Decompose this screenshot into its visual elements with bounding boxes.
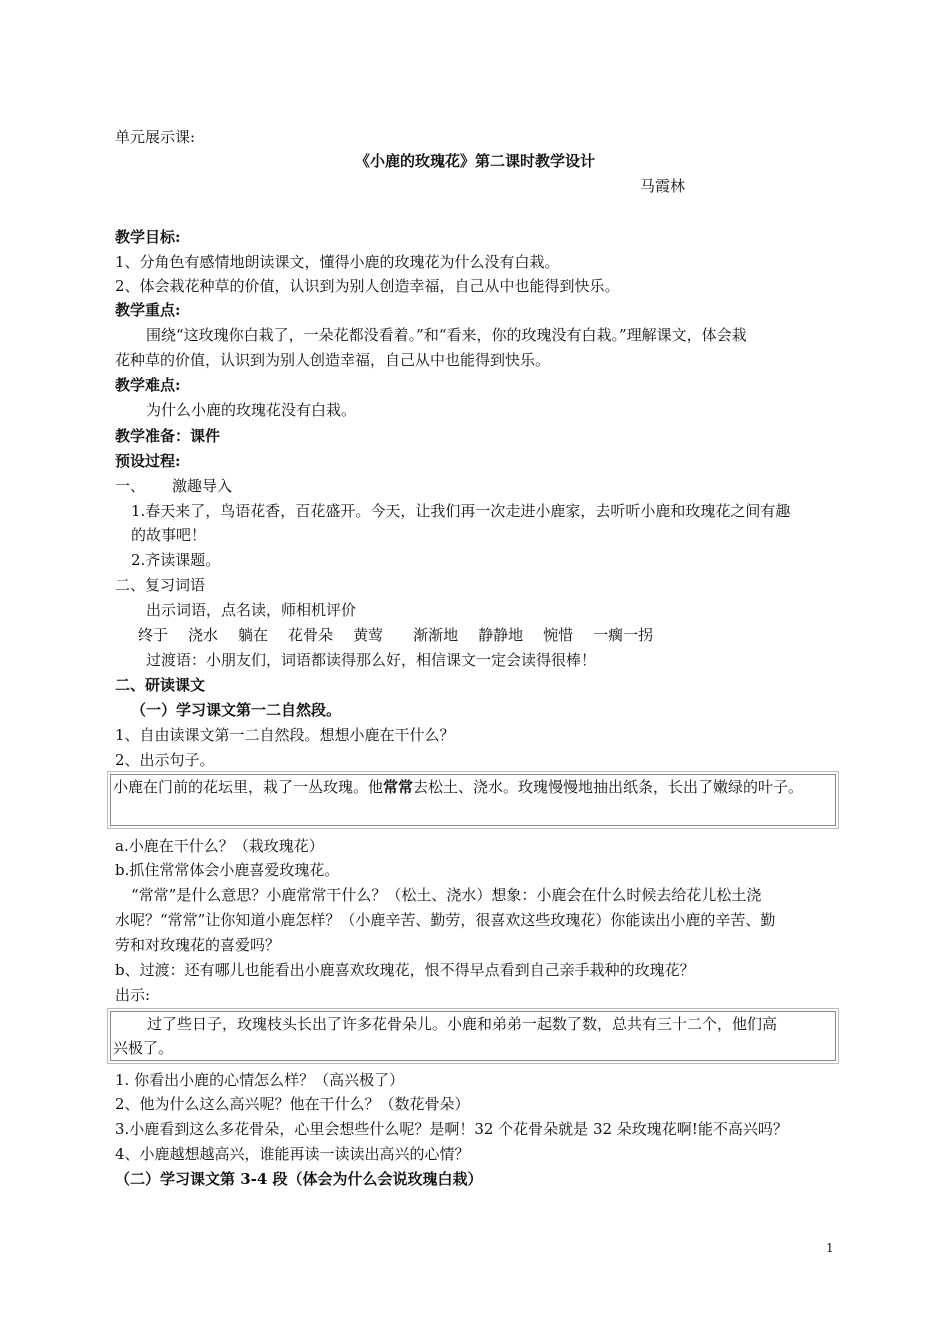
document-title: 《小鹿的玫瑰花》第二课时教学设计	[354, 152, 595, 170]
answer-item: b.抓住常常体会小鹿喜爱玫瑰花。	[115, 861, 340, 879]
quote-box	[110, 774, 836, 826]
section-2-intro: 出示词语，点名读，师相机评价	[146, 601, 357, 619]
difficulty-heading: 教学难点:	[115, 376, 181, 394]
quote-text: 去松土、浇水。玫瑰慢慢地抽出纸条，长出了嫩绿的叶子。	[413, 778, 804, 796]
goals-heading: 教学目标:	[115, 228, 181, 246]
vocabulary-word: 浇水	[188, 626, 219, 644]
vocabulary-word: 惋惜	[543, 626, 574, 644]
question-item: 2、他为什么这么高兴呢？他在干什么？（数花骨朵）	[115, 1095, 470, 1113]
unit-label: 单元展示课:	[115, 128, 196, 146]
transition-text: b、过渡：还有哪儿也能看出小鹿喜欢玫瑰花，恨不得早点看到自己亲手栽种的玫瑰花？	[115, 961, 695, 979]
quote-text: 兴极了。	[113, 1039, 174, 1057]
quote-text: 过了些日子，玫瑰枝头长出了许多花骨朵儿。小鹿和弟弟一起数了数，总共有三十二个，他们高	[147, 1015, 778, 1033]
key-points-text: 花种草的价值，认识到为别人创造幸福，自己从中也能得到快乐。	[115, 351, 551, 369]
goal-item: 2、体会栽花种草的价值，认识到为别人创造幸福，自己从中也能得到快乐。	[115, 277, 620, 295]
show-label: 出示:	[115, 986, 151, 1004]
vocabulary-word: 黄莺	[353, 626, 384, 644]
section-1-title: 激趣导入	[172, 477, 233, 495]
vocabulary-word: 静静地	[478, 626, 524, 644]
preparation-heading: 教学准备：课件	[115, 427, 221, 445]
question-item: 4、小鹿越想越高兴，谁能再读一读读出高兴的心情？	[115, 1145, 470, 1163]
page-number: 1	[826, 1241, 834, 1255]
question-item: 3.小鹿看到这么多花骨朵，心里会想些什么呢？是啊！32 个花骨朵就是 32 朵玫瑰花啊!能不高兴吗？	[115, 1120, 788, 1138]
vocabulary-word: 躺在	[238, 626, 269, 644]
quote-box	[110, 1011, 836, 1061]
paragraph-text: 水呢？“常常”让你知道小鹿怎样？（小鹿辛苦、勤劳，很喜欢这些玫瑰花）你能读出小鹿的辛苦、勤	[115, 911, 776, 929]
section-3-title: 二、研读课文	[115, 676, 206, 694]
answer-item: a.小鹿在干什么？（栽玫瑰花）	[115, 837, 324, 855]
vocabulary-word: 渐渐地	[413, 626, 459, 644]
vocabulary-word: 一瘸一拐	[593, 626, 654, 644]
key-points-text: 围绕“这玫瑰你白栽了，一朵花都没看着。”和“看来，你的玫瑰没有白栽。”理解课文，体会栽	[146, 326, 747, 344]
key-points-heading: 教学重点:	[115, 301, 181, 319]
goal-item: 1、分角色有感情地朗读课文，懂得小鹿的玫瑰花为什么没有白栽。	[115, 253, 560, 271]
difficulty-text: 为什么小鹿的玫瑰花没有白栽。	[146, 401, 357, 419]
question-item: 2、出示句子。	[115, 751, 215, 769]
subsection-2-title: （二）学习课文第 3-4 段（体会为什么会说玫瑰白栽）	[115, 1170, 483, 1188]
subsection-1-title: （一）学习课文第一二自然段。	[131, 701, 342, 719]
process-heading: 预设过程:	[115, 452, 181, 470]
vocabulary-word: 终于	[138, 626, 169, 644]
section-2-title: 二、复习词语	[115, 576, 206, 594]
question-item: 1、自由读课文第一二自然段。想想小鹿在干什么？	[115, 726, 455, 744]
section-2-transition: 过渡语：小朋友们，词语都读得那么好，相信课文一定会读得很棒！	[146, 651, 597, 669]
section-1-text: 的故事吧！	[131, 526, 207, 544]
question-item: 1. 你看出小鹿的心情怎么样？（高兴极了）	[115, 1071, 405, 1089]
vocabulary-word: 花骨朵	[288, 626, 334, 644]
quote-emphasis: 常常	[383, 778, 414, 796]
section-1-text: 1.春天来了，鸟语花香，百花盛开。今天，让我们再一次走进小鹿家，去听听小鹿和玫瑰花之间有趣	[131, 502, 791, 520]
quote-text: 小鹿在门前的花坛里，栽了一丛玫瑰。他	[113, 778, 384, 796]
section-1-number: 一、	[115, 477, 146, 495]
vocabulary-list	[138, 625, 673, 645]
paragraph-text: “常常”是什么意思？小鹿常常干什么？（松土、浇水）想象：小鹿会在什么时候去给花儿松土浇	[131, 886, 762, 904]
section-1-text: 2.齐读课题。	[131, 551, 221, 569]
author-name: 马霞林	[640, 177, 686, 195]
paragraph-text: 劳和对玫瑰花的喜爱吗？	[115, 936, 281, 954]
